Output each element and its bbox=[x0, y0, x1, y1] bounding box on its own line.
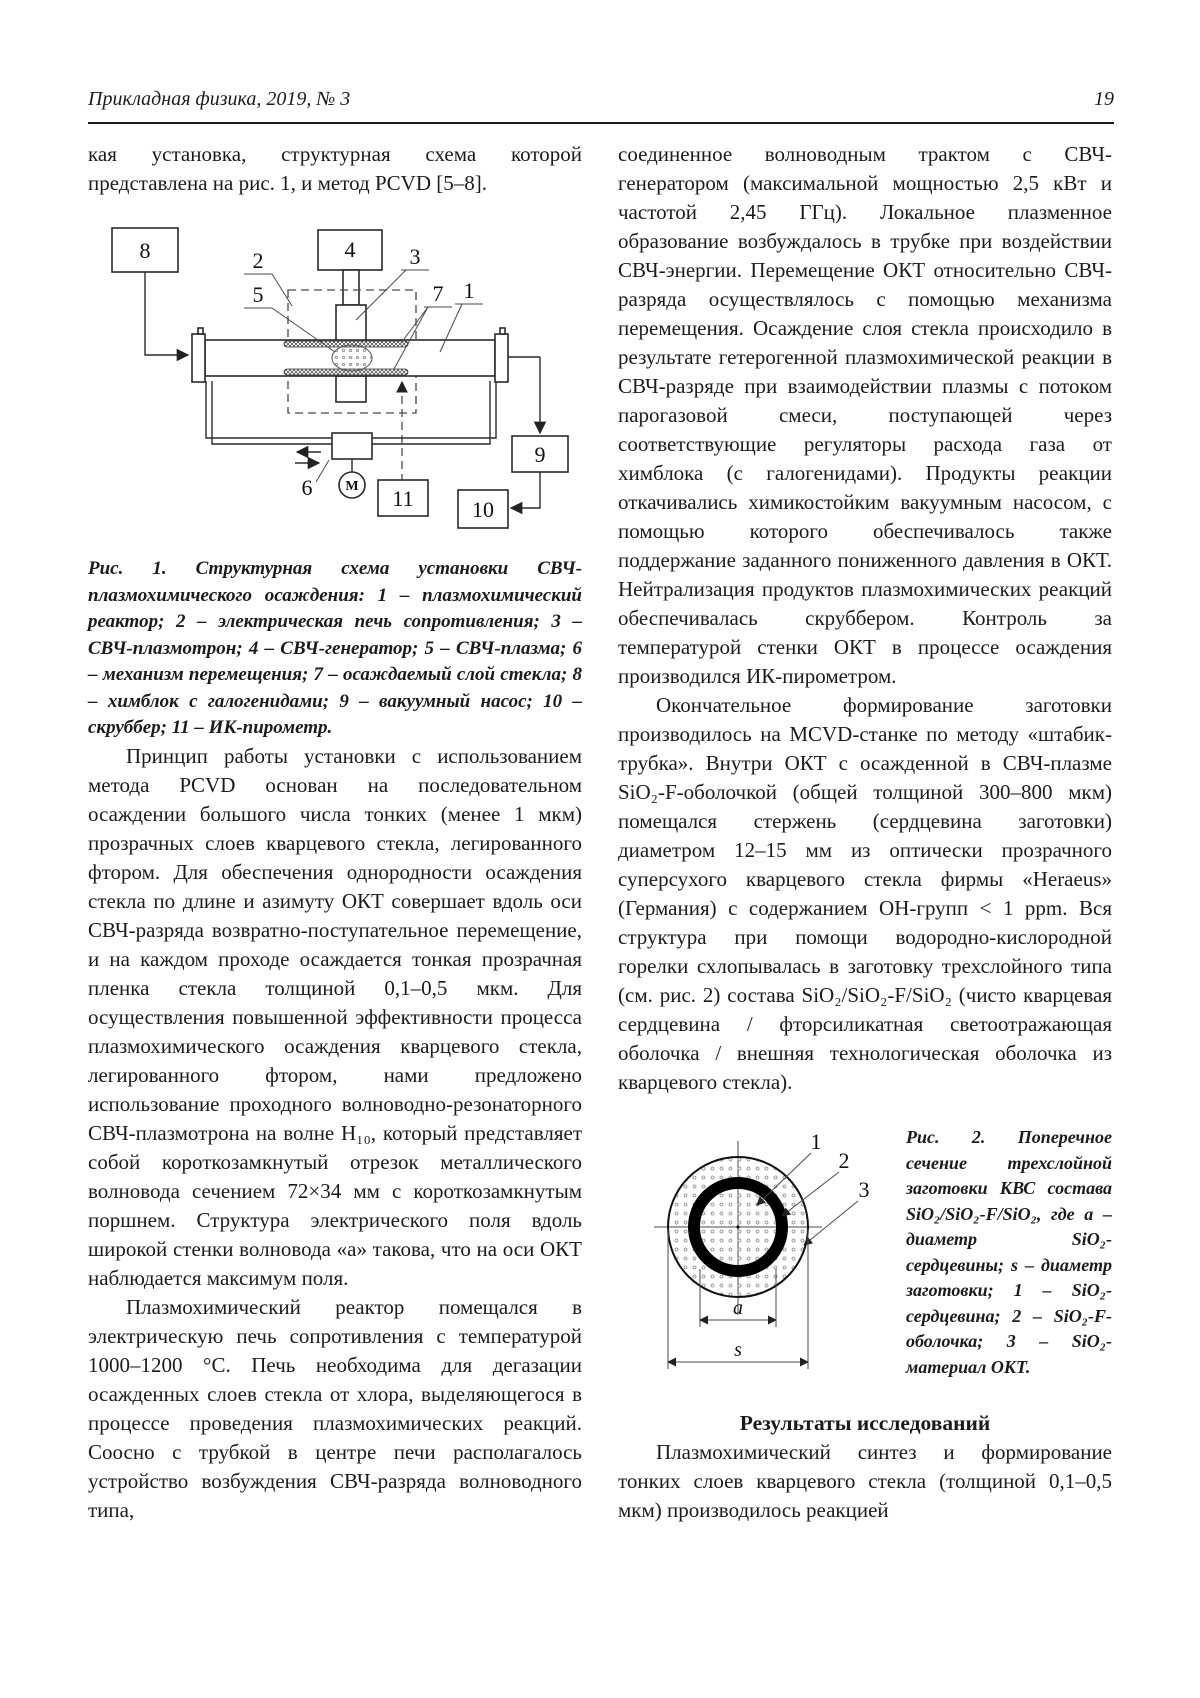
tube-left-cap bbox=[192, 334, 205, 382]
fig1-label-5: 5 bbox=[252, 282, 264, 307]
fig2-label-1: 1 bbox=[810, 1129, 822, 1154]
fig1-label-8: 8 bbox=[139, 238, 151, 263]
header-rule bbox=[88, 122, 1114, 124]
label7-leader-a bbox=[401, 307, 428, 343]
paragraph: Плазмохимический синтез и формирование тонких слоев кварцевого стекла (толщиной 0,1–0,5 мкм) производилось реакцией bbox=[618, 1440, 1112, 1522]
fig1-label-1: 1 bbox=[463, 278, 475, 303]
journal-title: Прикладная физика, 2019, № 3 bbox=[88, 88, 351, 110]
right-column bbox=[618, 140, 1112, 1525]
waveguide-stem bbox=[343, 270, 359, 305]
gas-feed-line bbox=[145, 272, 188, 355]
fig1-label-6: 6 bbox=[301, 475, 313, 500]
figure2-diagram bbox=[618, 1119, 896, 1381]
fig1-label-11: 11 bbox=[392, 486, 414, 511]
fig1-label-3: 3 bbox=[409, 244, 421, 269]
figure1-diagram bbox=[88, 200, 582, 544]
fig1-label-2: 2 bbox=[252, 248, 264, 273]
plasma-ellipse bbox=[332, 345, 372, 371]
fig2-leader-3 bbox=[804, 1201, 858, 1245]
tube-left-pin bbox=[198, 328, 203, 334]
paragraph: Окончательное формирование заготовки производилось на MCVD-станке по методу «штабик-трубка». Внутри ОКТ с осажденной в СВЧ-плазме SiO₂-F-оболочкой (общей толщиной 300–800 мкм) помещался стержень (сердцевина заготовки) диаметром 12–15 мм из оптически прозрачного суперсухого кварцевого стекла фирмы «Heraeus» (Германия) с содержанием ОН-групп < 1 ppm. Вся структура при помощи водородно-кислородной горелки схлопывалась в заготовку трехслойного типа (см. рис. 2) состава SiO₂/SiO₂-F/SiO₂ (чисто кварцевая сердцевина / фторсиликатная светоотражающая оболочка / внешняя технологическая оболочка из кварцевого стекла). bbox=[618, 693, 1112, 1094]
page-header bbox=[88, 88, 1114, 111]
dim-a-label: a bbox=[733, 1297, 743, 1319]
fig2-label-3: 3 bbox=[858, 1177, 870, 1202]
carriage-box bbox=[332, 433, 372, 459]
paragraph: Принцип работы установки с использованием метода PCVD основан на последовательном осаждении большого числа тонких (менее 1 мкм) прозрачных слоев кварцевого стекла, легированного фтором. Для обеспечения однородности осаждения стекла по длине и азимуту ОКТ совершает вдоль оси СВЧ-разряда возвратно-поступательное перемещение, и на каждом проходе осаждается тонкая прозрачная пленка стекла толщиной 0,1–0,5 мкм. Для осуществления повышенной эффективности процесса плазмохимического осаждения кварцевого стекла, легированного фтором, нами предложено использование проходного волноводно-резонаторного СВЧ-плазмотрона на волне H₁₀, который представляет собой короткозамкнутый отрезок металлического волновода сечением 72×34 мм с короткозамкнутым поршнем. Структура электрического поля вдоль широкой стенки волновода «а» такова, что на оси ОКТ наблюдается максимум поля. bbox=[88, 743, 582, 1290]
figure2-block bbox=[618, 1119, 1112, 1381]
paragraph: кая установка, структурная схема которой представлена на рис. 1, и метод PCVD [5–8]. bbox=[88, 142, 582, 195]
label3-leader bbox=[356, 270, 406, 320]
plasmatron-upper bbox=[336, 305, 366, 341]
left-column bbox=[88, 140, 582, 1525]
fig1-label-7: 7 bbox=[432, 281, 444, 306]
paragraph: соединенное волноводным трактом с СВЧ-генератором (максимальной мощностью 2,5 кВт и частотой 2,45 ГГц). Локальное плазменное образование возбуждалось в трубке при воздействии СВЧ-энергии. Перемещение ОКТ относительно СВЧ-разряда осуществлялось с помощью механизма перемещения. Осаждение слоя стекла происходило в результате гетерогенной плазмохимической реакции в СВЧ-разряде при взаимодействии плазмы с потоком парогазовой смеси, поступающей через соответствующие регуляторы расхода газа от химблока (с галогенидами). Продукты реакции откачивались химикостойким вакуумным насосом, с помощью которого обеспечивалось также поддержание заданного пониженного давления в ОКТ. Нейтрализация продуктов плазмохимических реакций обеспечивалась скруббером. Контроль за температурой стенки ОКТ в процессе осаждения производился ИК-пирометром. bbox=[618, 142, 1112, 688]
plasmatron-lower bbox=[336, 376, 366, 402]
center-dot bbox=[736, 1225, 739, 1228]
tube-right-pin bbox=[500, 328, 505, 334]
motor-letter: M bbox=[345, 479, 359, 494]
figure2-caption: Рис. 2. Поперечное сечение трехслойной заготовки КВС состава SiO₂/SiO₂-F/SiO₂, где a – диаметр SiO₂-сердцевины; s – диаметр заготовки; 1 – SiO₂-сердцевина; 2 – SiO₂-F-оболочка; 3 – SiO₂-материал ОКТ. bbox=[906, 1127, 1112, 1377]
fig2-label-2: 2 bbox=[838, 1148, 850, 1173]
fig1-label-4: 4 bbox=[344, 237, 356, 262]
tube-right-cap bbox=[495, 334, 508, 382]
section-heading: Результаты исследований bbox=[739, 1411, 991, 1435]
figure1-caption: Рис. 1. Структурная схема установки СВЧ-плазмохимического осаждения: 1 – плазмохимический реактор; 2 – электрическая печь сопротивления; 3 – СВЧ-плазмотрон; 4 – СВЧ-генератор; 5 – СВЧ-плазма; 6 – механизм перемещения; 7 – осаждаемый слой стекла; 8 – химблок с галогенидами; 9 – вакуумный насос; 10 – скруббер; 11 – ИК-пирометр. bbox=[88, 558, 582, 738]
dim-s-label: s bbox=[734, 1339, 742, 1361]
page-number: 19 bbox=[1094, 88, 1114, 110]
paragraph: Плазмохимический реактор помещался в электрическую печь сопротивления с температурой 1000–1200 °С. Печь необходима для дегазации осажденных слоев стекла от хлора, выделяющегося в процессе проведения плазмохимических реакций. Соосно с трубкой в центре печи располагалось устройство возбуждения СВЧ-разряда волноводного типа, bbox=[88, 1294, 582, 1522]
fig1-label-10: 10 bbox=[472, 497, 494, 522]
fig1-label-9: 9 bbox=[534, 442, 546, 467]
pump-to-scrubber-line bbox=[511, 472, 540, 508]
